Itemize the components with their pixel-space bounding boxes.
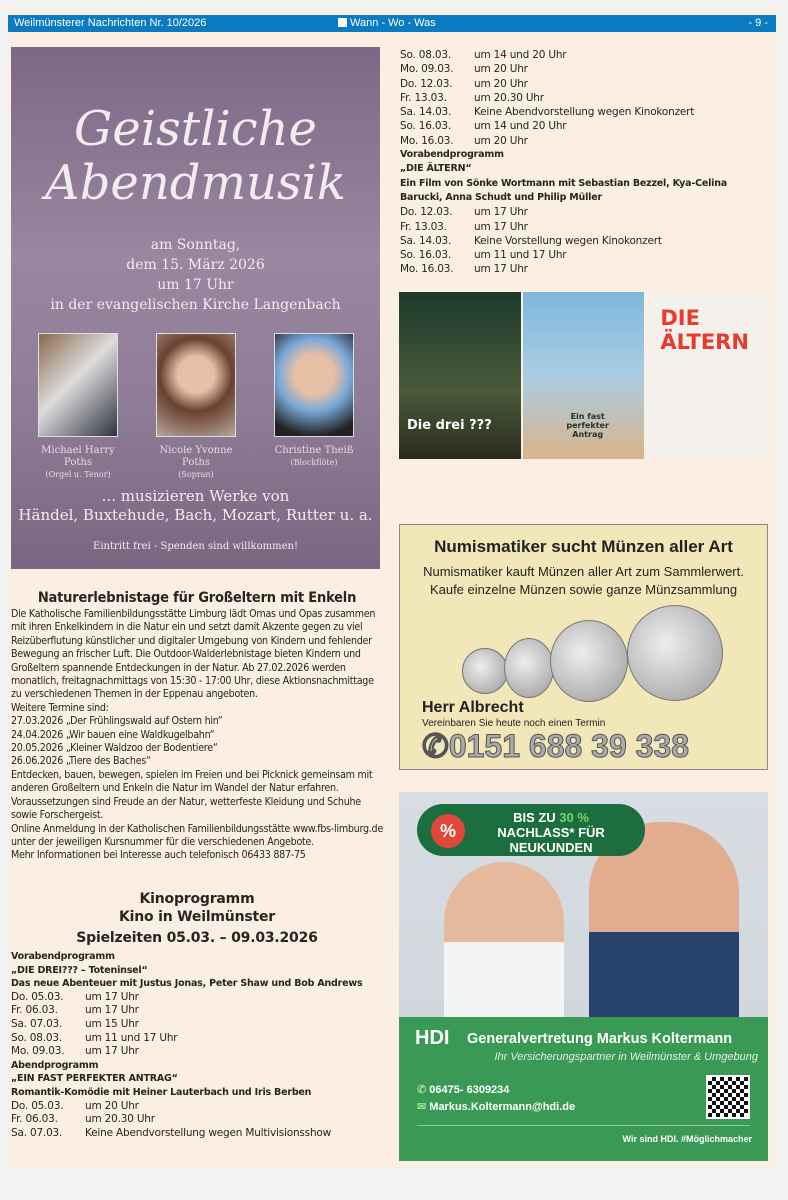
showtime-date: Do. 05.03. <box>11 990 64 1003</box>
showtime-row <box>400 234 772 248</box>
showtime-time: um 17 Uhr <box>474 263 528 276</box>
program-heading: Das neue Abenteuer mit Justus Jonas, Peter Shaw und Bob Andrews <box>11 978 363 990</box>
performer-photo <box>38 333 118 437</box>
program-heading: „EIN FAST PERFEKTER ANTRAG“ <box>11 1073 178 1085</box>
date-item: 24.04.2026 „Wir bauen eine Waldkugelbahn“ <box>11 728 215 741</box>
qr-code[interactable] <box>706 1075 750 1119</box>
coin-dealer-ad <box>399 524 768 770</box>
showtime-row <box>400 220 772 234</box>
showtime-row <box>400 105 772 119</box>
coin-image <box>504 638 554 698</box>
showtime-time: um 17 Uhr <box>474 220 528 233</box>
showtime-date: So. 16.03. <box>400 249 451 262</box>
showtime-row <box>11 1032 383 1046</box>
coin-image <box>550 620 628 702</box>
movie-poster: Die drei ??? <box>399 292 521 459</box>
performer: Nicole Yvonne Poths (Sopran) <box>159 445 233 479</box>
agency-title: Generalvertretung Markus Koltermann <box>467 1031 733 1047</box>
ad-cta: Vereinbaren Sie heute noch einen Termin <box>422 718 606 729</box>
poster-venue: in der evangelischen Kirche Langenbach <box>50 297 341 313</box>
poster-works-intro: ... musizieren Werke von <box>101 487 290 505</box>
showtime-time: um 15 Uhr <box>85 1017 139 1030</box>
showtime-time: um 17 Uhr <box>474 206 528 219</box>
program-heading: Vorabendprogramm <box>11 951 115 962</box>
showtime-row <box>11 1113 383 1127</box>
poster-footer: Eintritt frei - Spenden sind willkommen! <box>93 541 298 552</box>
poster-title-1: Geistliche <box>74 101 317 157</box>
hdi-slogan: Wir sind HDI. #Möglichmacher <box>622 1134 752 1144</box>
showtime-row <box>400 248 772 262</box>
performer-photo <box>274 333 354 437</box>
showtime-date: So. 08.03. <box>400 49 451 61</box>
program-heading: Ein Film von Sönke Wortmann mit Sebastian Bezzel, Kya-Celina Barucki, Anna Schudt und Philip Müller <box>400 177 727 203</box>
showtime-row <box>400 77 772 91</box>
poster-composers: Händel, Buxtehude, Bach, Mozart, Rutter u. a. <box>18 506 373 524</box>
movie-poster: DIE ÄLTERN <box>646 292 768 459</box>
showtime-row <box>400 48 772 62</box>
performer: Michael Harry Poths (Orgel u. Tenor) <box>41 445 115 479</box>
showtime-row <box>400 91 772 105</box>
showtime-time: um 20 Uhr <box>474 77 528 90</box>
movie-poster: Ein fast perfekter Antrag <box>523 292 645 459</box>
showtime-time: um 20.30 Uhr <box>474 91 544 104</box>
phone-icon: ✆ <box>422 728 449 764</box>
showtime-time: um 20 Uhr <box>85 1099 139 1112</box>
showtime-date: Mo. 16.03. <box>400 263 454 276</box>
showtime-time: Keine Vorstellung wegen Kinokonzert <box>474 234 662 247</box>
date-item: 20.05.2026 „Kleiner Waldzoo der Bodentiere“ <box>11 742 218 755</box>
contact-phone: 0151 688 39 338 <box>448 728 690 764</box>
page-header <box>8 15 776 32</box>
showtime-date: Sa. 07.03. <box>11 1126 63 1139</box>
article-body: Online Anmeldung in der Katholischen Familienbildungsstätte www.fbs-limburg.de unter der jeweiligen Kursnummer für die verschiedenen Angebote. <box>11 822 383 848</box>
poster-title-2: Abendmusik <box>45 155 346 211</box>
ad-text: Kaufe einzelne Münzen sowie ganze Münzsammlung <box>429 582 738 597</box>
cinema-program-continued <box>400 48 772 277</box>
cinema-title: Kinoprogramm <box>139 891 255 907</box>
article-body: Entdecken, bauen, bewegen, spielen im Freien und bei Picknick gemeinsam mit anderen Großeltern und Enkeln die Natur im Wandel der Natur erfahren. Voraussetzungen sind Freude an der Natur, wetterfeste Kleidung und Schuhe sowie Forschergeist. <box>11 768 373 822</box>
showtime-time: um 14 und 20 Uhr <box>474 120 567 133</box>
phone-icon: ✆ <box>417 1084 430 1096</box>
article-body: Die Katholische Familienbildungsstätte Limburg lädt Omas und Opas zusammen mit ihren Enkelkindern in die Natur ein und setzt damit Akzente gegen zu viel Reizüberflutung künstlicher und digitaler Umgebung von Kindern und fehlender Bewegung an frischer Luft. Die Outdoor-Walderlebnistage bieten Kindern und Großeltern spannende Entdeckungen in der Natur. Ab 27.02.2026 werden monatlich, freitagnachmittags von 15:30 - 17:00 Uhr, diese Aktionsnachmittage zu verschiedenen Themen in der Eppenau angeboten. <box>11 608 376 701</box>
showtime-row <box>11 1018 383 1032</box>
showtime-date: Do. 05.03. <box>11 1099 64 1112</box>
concert-poster <box>11 47 380 569</box>
program-heading: Romantik-Komödie mit Heiner Lauterbach und Iris Berben <box>11 1086 312 1098</box>
agency-subtitle: Ihr Versicherungspartner in Weilmünster & Umgebung <box>494 1051 758 1063</box>
showtime-row <box>400 119 772 133</box>
promo-badge: % BIS ZU 30 % NACHLASS* FÜR NEUKUNDEN <box>417 804 645 856</box>
agency-email-link[interactable]: ✉ Markus.Koltermann@hdi.de <box>417 1101 576 1113</box>
showtime-row <box>400 262 772 276</box>
showtime-time: um 11 und 17 Uhr <box>474 249 567 262</box>
movie-posters <box>399 292 768 459</box>
showtime-date: Mo. 16.03. <box>400 134 454 147</box>
showtime-time: um 20.30 Uhr <box>85 1113 155 1126</box>
showtime-date: Do. 12.03. <box>400 206 453 219</box>
showtime-date: Sa. 14.03. <box>400 234 452 247</box>
performer-photo <box>156 333 236 437</box>
cinema-subtitle: Kino in Weilmünster <box>119 909 275 925</box>
poster-date: dem 15. März 2026 <box>126 257 265 273</box>
showtime-date: Fr. 06.03. <box>11 1004 58 1017</box>
showtime-date: Sa. 07.03. <box>11 1017 63 1030</box>
showtime-date: Fr. 13.03. <box>400 220 447 233</box>
showtime-time: um 17 Uhr <box>85 990 139 1003</box>
program-heading: „DIE DREI??? – Toteninsel“ <box>11 964 148 976</box>
showtime-row <box>11 1100 383 1114</box>
ad-title: Numismatiker sucht Münzen aller Art <box>434 537 733 556</box>
article-contact: Mehr Informationen bei Interesse auch telefonisch 06433 887-75 <box>11 849 306 862</box>
showtime-row <box>11 1004 383 1018</box>
showtime-row <box>400 205 772 219</box>
contact-name: Herr Albrecht <box>422 699 524 716</box>
poster-day: am Sonntag, <box>150 237 241 253</box>
insurance-ad <box>399 792 768 1161</box>
section-title: Wann - Wo - Was <box>350 17 436 29</box>
showtime-date: Sa. 14.03. <box>400 106 452 119</box>
showtime-time: um 17 Uhr <box>85 1045 139 1058</box>
article <box>11 588 383 863</box>
showtime-time: um 17 Uhr <box>85 1004 139 1017</box>
coin-image <box>462 648 508 694</box>
showtime-date: Mo. 09.03. <box>400 63 454 76</box>
date-item: 27.03.2026 „Der Frühlingswald auf Ostern hin“ <box>11 715 223 728</box>
showtime-date: Fr. 06.03. <box>11 1113 58 1126</box>
divider <box>417 1125 750 1126</box>
showtime-time: um 11 und 17 Uhr <box>85 1031 178 1044</box>
square-icon <box>338 18 347 27</box>
article-title: Naturerlebnistage für Großeltern mit Enkeln <box>37 590 357 606</box>
person-image <box>444 862 564 1022</box>
showtime-time: um 20 Uhr <box>474 63 528 76</box>
showtime-date: Mo. 09.03. <box>11 1045 65 1058</box>
publication-title: Weilmünsterer Nachrichten Nr. 10/2026 <box>14 17 207 29</box>
page-number: - 9 - <box>748 17 768 29</box>
showtime-time: um 14 und 20 Uhr <box>474 49 567 61</box>
showtime-row <box>11 1127 383 1141</box>
showtime-time: um 20 Uhr <box>474 134 528 147</box>
program-heading: Abendprogramm <box>11 1059 99 1071</box>
dates-label: Weitere Termine sind: <box>11 701 109 714</box>
showtime-row <box>400 62 772 76</box>
poster-time: um 17 Uhr <box>157 277 234 293</box>
showtime-row <box>11 991 383 1005</box>
showtime-row <box>400 134 772 148</box>
cinema-program <box>11 890 383 1140</box>
percent-icon: % <box>431 814 465 848</box>
showtime-date: Fr. 13.03. <box>400 91 447 104</box>
showtime-time: Keine Abendvorstellung wegen Kinokonzert <box>474 106 695 119</box>
performer: Christine Theiß (Blockflöte) <box>274 445 354 467</box>
mail-icon: ✉ <box>417 1101 430 1113</box>
cinema-dates: Spielzeiten 05.03. – 09.03.2026 <box>76 930 318 946</box>
coin-image <box>627 605 723 701</box>
showtime-date: So. 08.03. <box>11 1031 62 1044</box>
showtime-time: Keine Abendvorstellung wegen Multivisionsshow <box>85 1126 332 1139</box>
program-heading: „DIE ÄLTERN“ <box>400 163 472 175</box>
ad-text: Numismatiker kauft Münzen aller Art zum Sammlerwert. <box>423 564 744 579</box>
date-item: 26.06.2026 „Tiere des Baches“ <box>11 755 151 768</box>
showtime-date: So. 16.03. <box>400 120 451 133</box>
agency-phone: 06475- 6309234 <box>429 1084 510 1096</box>
hdi-logo: HDI <box>415 1027 450 1049</box>
showtime-date: Do. 12.03. <box>400 77 453 90</box>
program-heading: Vorabendprogramm <box>400 149 504 161</box>
showtime-row <box>11 1045 383 1059</box>
